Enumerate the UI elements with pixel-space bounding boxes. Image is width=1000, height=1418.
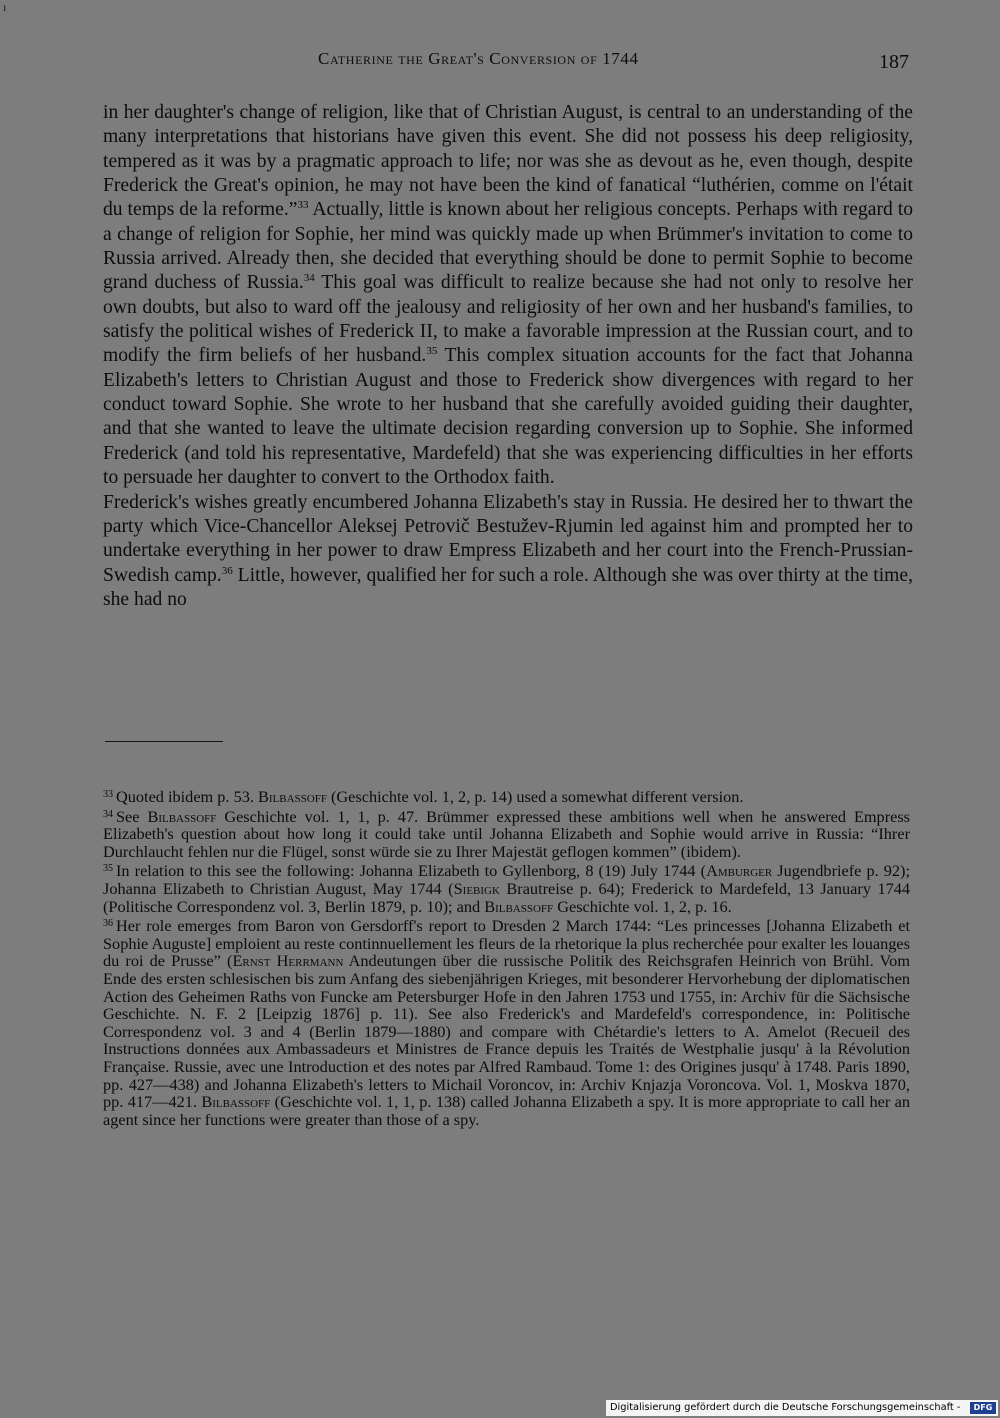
running-head: Catherine the Great's Conversion of 1744 bbox=[318, 49, 639, 68]
footnote-ref-35[interactable]: 35 bbox=[426, 345, 438, 358]
author-name: Bilbassoff bbox=[484, 896, 554, 916]
text-run: This complex situation accounts for the fact that Johanna Elizabeth's letters to Christian August and those to Frederick show divergences with regard to her conduct toward Sophie. She wrote to her husband that she carefully avoided guiding their daughter, and that she wanted to leave the ultimate decision regarding conversion up to Sophie. She informed Frederick (and told his representative, Mardefeld) that she was experiencing difficulties in her efforts to persuade her daughter to convert to the Orthodox faith. bbox=[103, 345, 913, 489]
digitization-credit bbox=[606, 1400, 998, 1416]
author-name: Amburger bbox=[706, 861, 773, 881]
text-run: Geschichte vol. 1, 2, p. 16. bbox=[553, 896, 732, 916]
text-run: Brautreise p. 64); Frederick to Mardefeld, 13 January 1744 (Politische Correspondenz vol. 3, Berlin 1879, p. 10); and bbox=[103, 878, 911, 916]
author-name: Ernst Herrmann bbox=[232, 951, 344, 971]
author-name: Bilbassoff bbox=[147, 806, 217, 826]
text-run: Andeutungen über die russische Politik des Reichsgrafen Heinrich von Brühl. Vom Ende des ersten schlesischen bis zum Anfang des siebenjährigen Krieges, mit besonderer Hervorhebung der diplomatischen Action des Geheimen Raths von Funcke am Petersburger Hofe in den Jahren 1753 und 1755, in: Archiv für die Sächsische Geschichte. N. F. 2 [Leipzig 1876] p. 11). See also Frederick's and Mardefeld's correspondence, in: Politische Correspondenz vol. 3 and 4 (Berlin 1879—1880) and compare with Chétardie's letters to A. Amelot (Recueil des Instructions données aux Ambassadeurs et Ministres de France depuis les Traités de Westphalie jusqu' à la Révolution Française. Russie, avec une Introduction et des notes par Alfred Rambaud. Tome 1: des Origines jusqu' à 1748. Paris 1890, pp. 427—438) and Johanna Elizabeth's letters to Michail Voroncov, in: Archiv Knjazja Voroncova. Vol. 1, Moskva 1870, pp. 417—421. bbox=[103, 951, 910, 1112]
body-text bbox=[103, 101, 913, 612]
author-name: Bilbassoff bbox=[258, 787, 327, 806]
author-name: Bilbassoff bbox=[201, 1092, 271, 1112]
text-run: In relation to this see the following: Johanna Elizabeth to Gyllenborg, 8 (19) July 1744 ( bbox=[116, 861, 707, 881]
footnote-ref-36[interactable]: 36 bbox=[221, 564, 233, 577]
footnote-number: 34 bbox=[103, 808, 113, 820]
text-run: Actually, little is known about her religious concepts. Perhaps with regard to a change of religion for Sophie, her mind was quickly made up when Brümmer's invitation to come to Russia arrived. Already then, she decided that everything should be done to permit Sophie to become grand duchess of Russia. bbox=[103, 199, 913, 294]
text-run: (Geschichte vol. 1, 2, p. 14) used a somewhat different version. bbox=[326, 787, 744, 806]
footnote-35 bbox=[103, 860, 910, 915]
text-run: (Geschichte vol. 1, 1, p. 138) called Johanna Elizabeth a spy. It is more appropriate to call her an agent since her functions were greater than those of a spy. bbox=[103, 1092, 910, 1129]
footnote-33 bbox=[103, 786, 910, 806]
scan-corner-mark: ı bbox=[3, 0, 7, 14]
footnote-divider bbox=[105, 741, 223, 742]
footnote-number: 35 bbox=[103, 863, 113, 875]
author-name: Siebigk bbox=[453, 878, 500, 898]
body-paragraph bbox=[103, 101, 913, 491]
text-run: Little, however, qualified her for such a role. Although she was over thirty at the time, she had no bbox=[103, 564, 913, 610]
body-paragraph bbox=[103, 491, 913, 613]
text-run: Frederick's wishes greatly encumbered Johanna Elizabeth's stay in Russia. He desired her to thwart the party which Vice-Chancellor Aleksej Petrovič Bestužev-Rjumin led against him and prompted her to undertake everything in her power to draw Empress Elizabeth and her court into the French-Prussian-Swedish camp. bbox=[103, 491, 913, 586]
text-run: Geschichte vol. 1, 1, p. 47. Brümmer expressed these ambitions well when he answered Empress Elizabeth's question about how long it could take until Johanna Elizabeth and Sophie would arrive in Russia: “Ihrer Durchlaucht fehlen nur die Flügel, sonst würde sie zu Ihrer Majestät geflogen kommen” (ibidem). bbox=[103, 806, 911, 861]
text-run: Jugendbriefe p. 92); Johanna Elizabeth to Christian August, May 1744 ( bbox=[103, 861, 910, 898]
text-run: in her daughter's change of religion, like that of Christian August, is central to an understanding of the many interpretations that historians have given this event. She did not possess his deep religiosity, tempered as it was by a pragmatic approach to life; nor was she as devout as he, even though, despite Frederick the Great's opinion, he may not have been the kind of fanatical “luthérien, comme on l'était du temps de la reforme.” bbox=[103, 102, 913, 221]
text-run: This goal was difficult to realize because she had not only to resolve her own doubts, but also to ward off the jealousy and religiosity of her own and her husband's families, to satisfy the political wishes of Frederick II, to make a favorable impression at the Russian court, and to modify the firm beliefs of her husband. bbox=[103, 272, 913, 367]
text-run: See bbox=[116, 806, 148, 826]
footnote-ref-33[interactable]: 33 bbox=[297, 199, 309, 212]
footnote-number: 36 bbox=[103, 918, 113, 930]
footnote-ref-34[interactable]: 34 bbox=[303, 272, 315, 285]
dfg-logo-icon: DFG bbox=[970, 1402, 996, 1414]
credit-text: Digitalisierung gefördert durch die Deutsche Forschungsgemeinschaft - bbox=[610, 1402, 961, 1413]
footnotes bbox=[103, 786, 910, 1128]
footnote-36 bbox=[103, 915, 910, 1128]
footnote-number: 33 bbox=[103, 789, 113, 800]
text-run: Her role emerges from Baron von Gersdorff's report to Dresden 2 March 1744: “Les princesses [Johanna Elizabeth et Sophie Auguste] emploient au reste continnuellement les fleurs de la rhetorique la plus recherchée pour exalter les louanges du roi de Prusse” ( bbox=[103, 916, 910, 971]
footnote-34 bbox=[103, 806, 910, 861]
page-number: 187 bbox=[879, 51, 909, 73]
text-run: Quoted ibidem p. 53. bbox=[116, 787, 258, 806]
